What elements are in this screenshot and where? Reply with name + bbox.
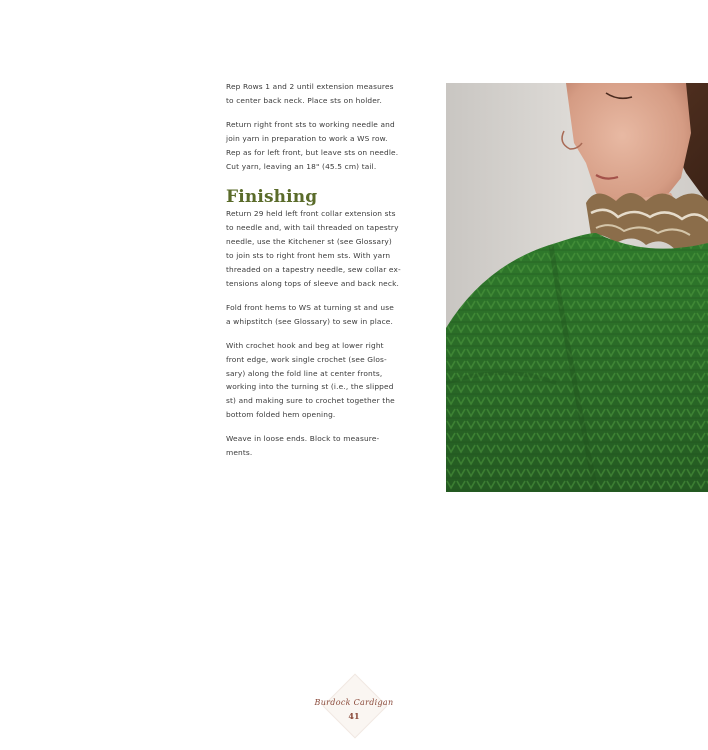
paragraph-crochet: With crochet hook and beg at lower right front edge, work single crochet (see Glos- sary) along the fold line at center fronts, working into the turning st (i.e., the slipped st) and making sure to crochet together the bottom folded hem opening. [226, 340, 395, 420]
page-number: 41 [348, 711, 360, 721]
footer-book-title: Burdock Cardigan [314, 698, 394, 707]
text-column [226, 80, 426, 470]
paragraph-return-right-front: Return right front sts to working needle and join yarn in preparation to work a WS row. Rep as for left front, but leave sts on needle. Cut yarn, leaving an 18" (45.5 cm) tail. [226, 119, 399, 171]
paragraph-weave-ends: Weave in loose ends. Block to measure- ments. [226, 434, 380, 458]
sweater-photo [446, 83, 708, 492]
section-heading-finishing: Finishing [226, 187, 318, 208]
paragraph-rep-rows: Rep Rows 1 and 2 until extension measures to center back neck. Place sts on holder. [226, 82, 394, 105]
page-footer [290, 683, 418, 747]
paragraph-fold-hems: Fold front hems to WS at turning st and use a whipstitch (see Glossary) to sew in place. [226, 302, 394, 326]
paragraph-kitchener: Return 29 held left front collar extension sts to needle and, with tail threaded on tapestry needle, use the Kitchener st (see Glossary) to join sts to right front hem sts. With yarn threaded on a tapestry needle, sew collar ex- tensions along tops of sleeve and back neck. [226, 209, 401, 288]
